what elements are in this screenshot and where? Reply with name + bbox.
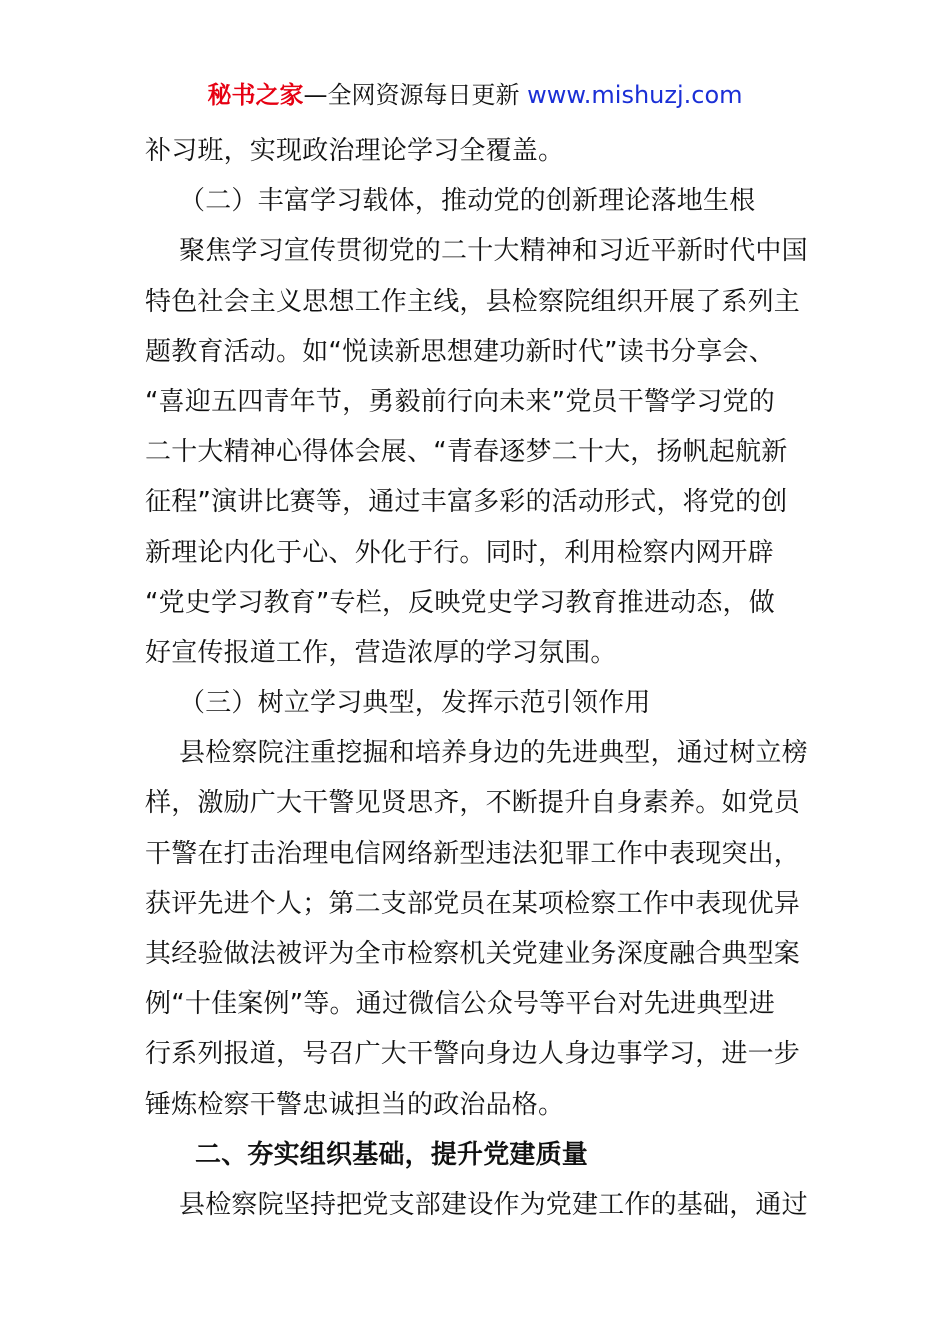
text-line: “党史学习教育”专栏，反映党史学习教育推进动态，做 <box>145 587 775 618</box>
section-heading: （二）丰富学习载体，推动党的创新理论落地生根 <box>179 186 756 217</box>
text-line: “喜迎五四青年节，勇毅前行向未来”党员干警学习党的 <box>145 386 775 417</box>
text-line: 补习班，实现政治理论学习全覆盖。 <box>145 136 565 166</box>
site-url-link[interactable]: www.mishuzj.com <box>527 81 743 109</box>
text-line: 例“十佳案例”等。通过微信公众号等平台对先进典型进 <box>145 989 775 1020</box>
text-line: 二十大精神心得体会展、“青春逐梦二十大，扬帆起航新 <box>145 437 788 468</box>
text-line: 干警在打击治理电信网络新型违法犯罪工作中表现突出， <box>145 838 801 869</box>
text-line: 锤炼检察干警忠诚担当的政治品格。 <box>145 1089 565 1120</box>
text-line: 获评先进个人；第二支部党员在某项检察工作中表现优异 <box>145 888 801 919</box>
text-line: 题教育活动。如“悦读新思想建功新时代”读书分享会、 <box>145 336 775 367</box>
paragraph-start: 县检察院注重挖掘和培养身边的先进典型，通过树立榜 <box>179 738 808 769</box>
text-line: 新理论内化于心、外化于行。同时，利用检察内网开辟 <box>145 537 774 568</box>
paragraph-start: 县检察院坚持把党支部建设作为党建工作的基础，通过 <box>179 1189 808 1220</box>
chapter-heading: 二、夯实组织基础，提升党建质量 <box>195 1139 589 1170</box>
section-heading: （三）树立学习典型，发挥示范引领作用 <box>179 688 651 719</box>
text-line: 行系列报道，号召广大干警向身边人身边事学习，进一步 <box>145 1039 801 1070</box>
text-line: 征程”演讲比赛等，通过丰富多彩的活动形式，将党的创 <box>145 487 788 518</box>
brand-name: 秘书之家 <box>207 81 304 109</box>
text-line: 好宣传报道工作，营造浓厚的学习氛围。 <box>145 637 617 668</box>
text-line: 其经验做法被评为全市检察机关党建业务深度融合典型案 <box>145 939 801 969</box>
text-line: 样，激励广大干警见贤思齐，不断提升自身素养。如党员 <box>145 788 801 819</box>
document-body <box>145 126 810 1230</box>
paragraph-start: 聚焦学习宣传贯彻党的二十大精神和习近平新时代中国 <box>179 236 808 267</box>
text-line: 特色社会主义思想工作主线，县检察院组织开展了系列主 <box>145 286 801 317</box>
header-tagline: —全网资源每日更新 <box>303 81 528 109</box>
site-header <box>0 78 950 112</box>
